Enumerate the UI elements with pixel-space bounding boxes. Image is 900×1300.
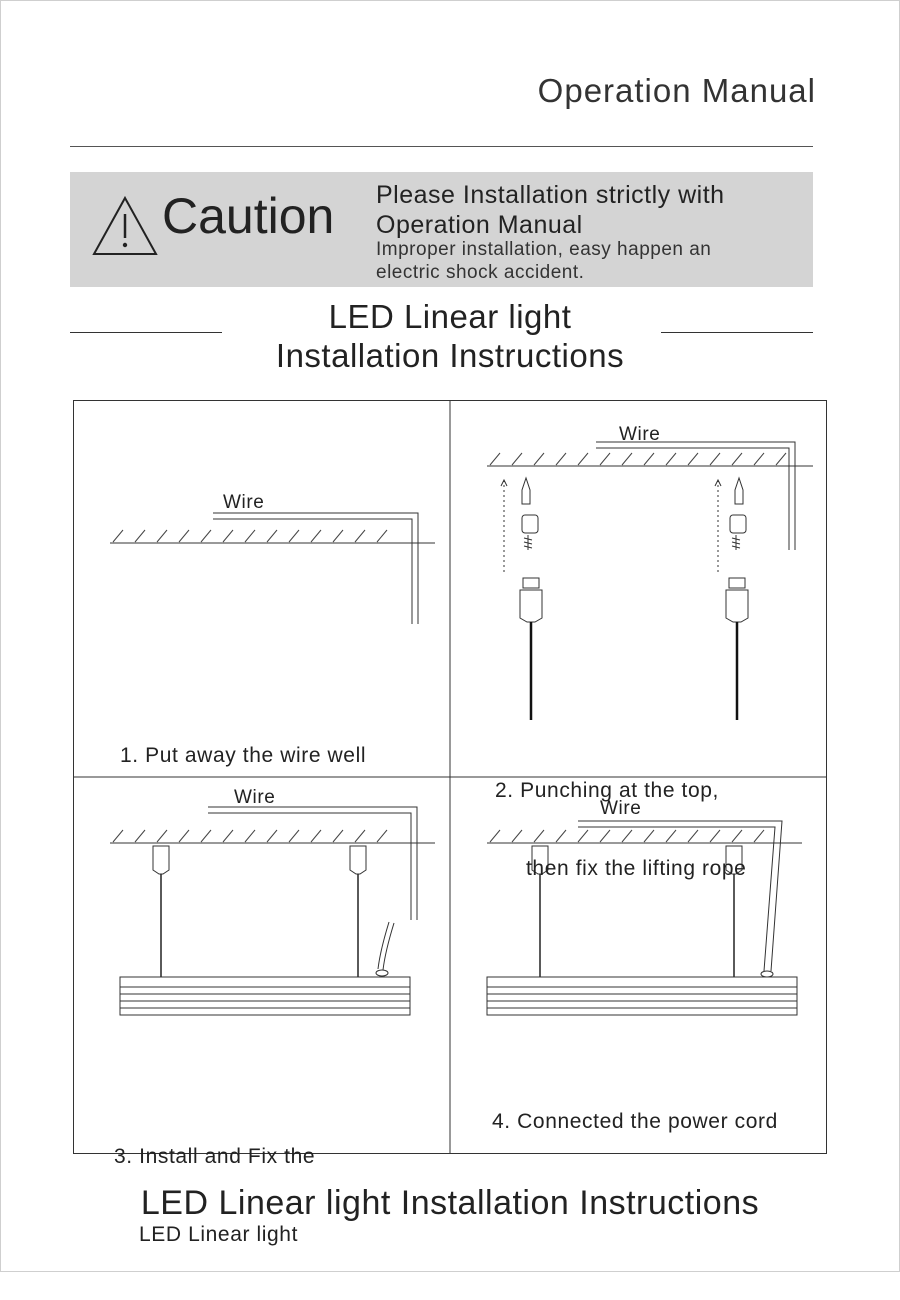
caution-line-2: Operation Manual — [376, 211, 583, 239]
panel-2-diagram — [487, 442, 813, 720]
wire-label: Wire — [600, 798, 642, 819]
led-linear-fixture — [487, 977, 797, 1015]
document-title-line-2: Installation Instructions — [275, 337, 625, 374]
caution-heading: Caution — [162, 188, 335, 244]
wire-label: Wire — [223, 492, 265, 513]
step-1-caption: 1. Put away the wire well — [120, 744, 367, 767]
caution-line-4: electric shock accident. — [376, 262, 585, 283]
wire — [213, 513, 418, 624]
step-2-caption — [495, 726, 746, 934]
caution-line-1: Please Installation strictly with — [376, 181, 725, 209]
step-3-caption-line-2: LED Linear light — [139, 1223, 299, 1246]
caution-warning — [376, 238, 711, 284]
wire — [208, 807, 417, 920]
step-4-caption: 4. Connected the power cord — [492, 1110, 778, 1133]
ceiling-hatch — [113, 830, 387, 842]
caution-instruction — [376, 180, 725, 240]
led-linear-fixture — [120, 977, 410, 1015]
power-cord — [376, 922, 394, 976]
top-divider — [70, 146, 813, 147]
anchor-assembly-left — [501, 478, 542, 720]
document-title — [150, 297, 750, 375]
caution-line-3: Improper installation, easy happen an — [376, 239, 712, 260]
panel-3-diagram — [110, 807, 435, 1015]
ceiling-hatch — [113, 530, 387, 542]
footer-title: LED Linear light Installation Instructions — [140, 1184, 760, 1222]
caution-banner — [70, 172, 813, 287]
document-title-line-1: LED Linear light — [328, 298, 572, 335]
wire-label: Wire — [234, 787, 276, 808]
step-2-caption-line-2: then fix the lifting rope — [526, 857, 747, 880]
ceiling-hatch — [490, 453, 786, 465]
wire-label: Wire — [619, 424, 661, 445]
warning-triangle-icon — [90, 194, 160, 258]
pendant-cable-left — [153, 846, 169, 977]
manual-title: Operation Manual — [537, 72, 816, 109]
step-3-caption-line-1: 3. Install and Fix the — [114, 1145, 316, 1168]
step-2-caption-line-1: 2. Punching at the top, — [495, 779, 719, 802]
anchor-assembly-right — [715, 478, 748, 720]
wire — [596, 442, 795, 550]
panel-1-diagram — [110, 513, 435, 624]
pendant-cable-right — [350, 846, 366, 977]
